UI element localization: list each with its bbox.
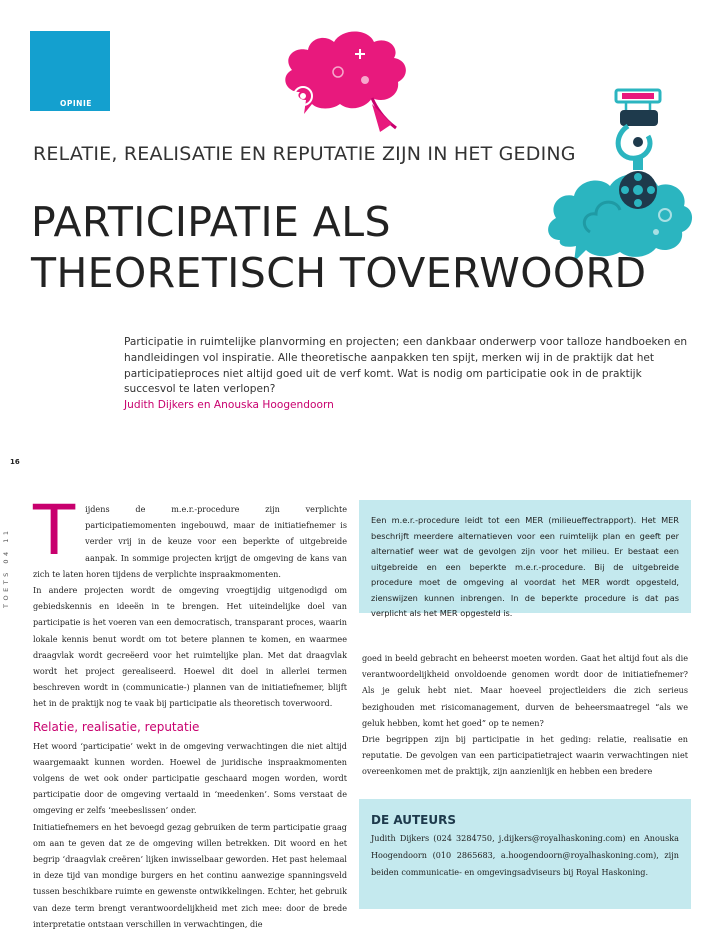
headline-line-2: THEORETISCH TOVERWOORD	[31, 249, 647, 297]
headline-line-1: PARTICIPATIE ALS	[31, 198, 391, 246]
robot-arm-icon	[616, 90, 660, 209]
intro-text: Participatie in ruimtelijke planvorming en projecten; een dankbaar onderwerp voor talloze handboeken en handleidingen vol inspiratie. Alle theoretische aanpakken ten spijt, merken wij in de praktijk dat het participatieproces niet altijd goed uit de verf komt. Wat is nodig om participatie ook in de praktijk succesvol te laten verlopen?	[124, 336, 688, 396]
pink-speech-cloud-icon	[285, 32, 406, 133]
mer-info-box	[359, 500, 691, 618]
body-paragraph: goed in beeld gebracht en beheerst moeten worden. Gaat het altijd fout als die verantwoordelijkheid onvoldoende genomen wordt door de initiatiefnemer? Als je geluk hebt niet. Maar hoeveel projectleiders die zich serieus bezighouden met risicomanagement, durven de beheersmaatregel “als we geluk hebben, komt het goed” op te nemen?	[362, 653, 688, 728]
page-number: 16	[10, 458, 20, 466]
body-column-left	[33, 491, 347, 932]
body-paragraph: Drie begrippen zijn bij participatie in het geding: relatie, realisatie en reputatie. De gevolgen van een participatietraject waarin verwachtingen niet overeenkomen met de praktijk, zijn aanzienlijk en hebben een bredere	[362, 734, 688, 777]
magazine-side-label: TOETS 04 11	[2, 527, 10, 608]
body-paragraph: ijdens de m.e.r.-procedure zijn verplichte participatiemomenten ingebouwd, maar de initiatiefnemer is verder vrij in de keuze voor een beperkte of uitgebreide aanpak. In sommige projecten krijgt de omgeving de kans van zich te laten horen tijdens de verplichte inspraakmomenten.	[33, 504, 347, 579]
article-intro	[124, 335, 694, 414]
authors-box	[359, 799, 691, 909]
body-paragraph: Initiatiefnemers en het bevoegd gezag gebruiken de term participatie graag om aan te geven dat ze de omgeving willen betrekken. Dit woord en het begrip ‘draagvlak creëren’ lijken inwisselbaar geworden. Het past helemaal in deze tijd van mondige burgers en het continu aanwezige spanningsveld tussen beschikbare ruimte en gewenste ontwikkelingen. Echter, het gebruik van deze term brengt verantwoordelijkheid met zich mee: door de brede interpretatie ontstaan verschillen in verwachtingen, die	[33, 821, 347, 929]
intro-authors: Judith Dijkers en Anouska Hoogendoorn	[124, 399, 334, 412]
article-kicker: RELATIE, REALISATIE EN REPUTATIE ZIJN IN HET GEDING	[33, 143, 576, 165]
drop-cap: T	[33, 491, 76, 571]
info-box-text: Een m.e.r.-procedure leidt tot een MER (milieueffectrapport). Het MER beschrijft meerdere alternatieven voor een ruimtelijk plan en geeft per alternatief weer wat de gevolgen zijn voor het milieu. Er bestaat een uitgebreide en een beperkte m.e.r.-procedure. Bij de uitgebreide procedure moet de omgeving al voordat het MER wordt opgesteld, zienswijzen kunnen inbrengen. In de beperkte procedure is dat pas verplicht als het MER opgesteld is.	[371, 515, 679, 618]
article-headline	[31, 197, 646, 299]
authors-box-text: Judith Dijkers (024 3284750, j.dijkers@royalhaskoning.com) en Anouska Hoogendoorn (010 2865683, a.hoogendoorn@royalhaskoning.com), zijn beiden communicatie- en omgevingsadviseurs bij Royal Haskoning.	[371, 833, 679, 877]
section-label: OPINIE	[60, 99, 92, 108]
body-column-right	[362, 650, 688, 780]
authors-box-title: DE AUTEURS	[371, 813, 457, 827]
body-paragraph: In andere projecten wordt de omgeving vroegtijdig uitgenodigd om gebiedskennis en ideeën in te brengen. Het uiteindelijke doel van participatie is het voeren van een democratisch, transparant proces, waarin lokale kennis benut wordt om tot betere plannen te komen, en waarmee draagvlak wordt gecreëerd voor het ruimtelijke plan. Met dat draagvlak wordt het project gerealiseerd. Hoewel dit doel in allerlei termen beschreven wordt in (communicatie-) plannen van de initiatiefnemer, blijft het in de praktijk nog te vaak bij participatie als theoretisch toverwoord.	[33, 585, 347, 709]
body-paragraph: Het woord ‘participatie’ wekt in de omgeving verwachtingen die niet altijd waargemaakt kunnen worden. Hoewel de juridische inspraakmomenten volgens de wet ook onder participatie geschaard mogen worden, wordt participatie door de omgeving vertaald in ‘meedenken’. Soms verstaat de omgeving er zelfs ‘meebeslissen’ onder.	[33, 740, 347, 816]
section-heading: Relatie, realisatie, reputatie	[33, 719, 200, 734]
